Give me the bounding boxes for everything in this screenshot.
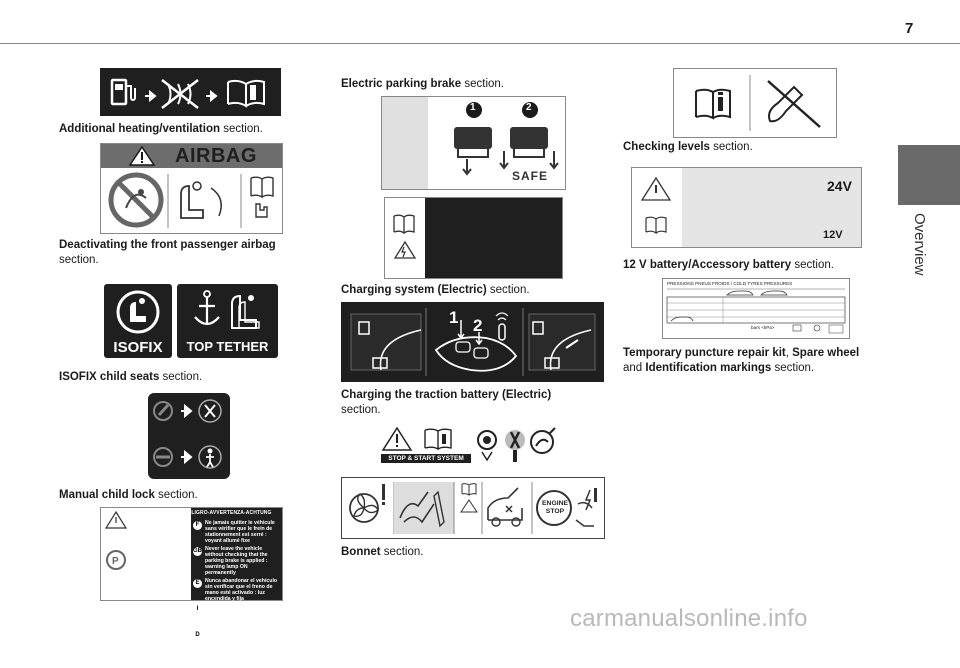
engine-stop-text: ENGINE STOP	[542, 500, 569, 515]
warning-line: I Prima di scendere dalla vettura verificare che il freno di stazionamento sia inserito : spia accesa fissa	[193, 604, 278, 628]
battery-caption: 12 V battery/Accessory battery section.	[623, 259, 834, 271]
warning-line: F Ne jamais quitter le véhicule sans vérifier que le frein de stationnement est serré : voyant allumé fixe	[193, 520, 278, 544]
parking-brake-icon	[103, 508, 129, 600]
top-tether-text: TOP TETHER	[186, 339, 269, 354]
levels-caption: Checking levels section.	[623, 141, 753, 153]
stop-start-icons	[381, 424, 564, 464]
anchor-seat-icon	[177, 284, 278, 336]
child-lock-label-image	[148, 393, 230, 479]
epb-step-2: 2	[526, 102, 532, 113]
traction-caption: Charging the traction battery (Electric) section.	[341, 389, 552, 416]
airbag-caption: Deactivating the front passenger airbag section.	[59, 239, 276, 266]
epb-label-image	[381, 96, 566, 190]
epb-step-1: 1	[470, 102, 476, 113]
traction-step-2: 2	[473, 316, 483, 335]
page-number: 7	[905, 20, 914, 37]
tyre-label-units: bars <kPa>	[751, 325, 775, 330]
tyre-label-header: PRESSIONS PNEUS FROIDS / COLD TYRES PRESSURES	[667, 281, 793, 286]
bonnet-label-image	[341, 477, 605, 539]
stop-start-text: STOP & START SYSTEM	[381, 454, 471, 463]
heating-label-image	[100, 68, 281, 116]
bonnet-caption: Bonnet section.	[341, 546, 424, 558]
section-tab-label: Overview	[911, 213, 928, 276]
warning-card-header: ATTENTION-WARNING-PELIGRO-AVVERTENZA-ACHTUNG	[127, 510, 272, 516]
fuel-heater-icon	[100, 68, 281, 116]
airbag-text: AIRBAG	[175, 145, 257, 167]
warning-line: D Fahrzeug nie verlassen, ohne vorher zu prüfen, ob die elektrische parkbremse angezogen ist: Die kontrolleuchte leuchtet dann permanent	[193, 630, 278, 666]
airbag-label-image	[100, 143, 283, 234]
battery-12v-text: 12V	[823, 229, 843, 241]
battery-label-image	[631, 167, 862, 248]
isofix-text: ISOFIX	[113, 339, 163, 356]
child-lock-icon	[148, 393, 230, 479]
svg-text:P: P	[112, 556, 119, 567]
child-lock-caption: Manual child lock section.	[59, 489, 198, 501]
isofix-label-image	[104, 284, 172, 358]
puncture-caption: Temporary puncture repair kit, Spare wheel and Identification markings section.	[623, 347, 860, 374]
epb-caption: Electric parking brake section.	[341, 78, 504, 90]
warning-line: GB Never leave the vehicle without checking that the parking brake is applied : warning lamp ON permanently	[193, 546, 268, 576]
traction-battery-label-image	[341, 302, 604, 382]
header-rule	[0, 43, 960, 44]
watermark-text: carmanualsonline.info	[570, 605, 808, 632]
section-tab-marker	[898, 145, 960, 205]
warning-triangle-icon	[127, 144, 157, 168]
isofix-seat-icon	[104, 284, 172, 336]
isofix-caption: ISOFIX child seats section.	[59, 371, 203, 383]
battery-24v-text: 24V	[827, 178, 852, 194]
heating-caption: Additional heating/ventilation section.	[59, 123, 263, 135]
levels-icons	[674, 69, 836, 137]
top-tether-label-image	[177, 284, 278, 358]
traction-step-1: 1	[449, 308, 459, 327]
levels-label-image	[673, 68, 837, 138]
charging-steps-icon	[341, 302, 604, 382]
tyre-pressure-label-image	[662, 278, 850, 339]
rear-facing-seat-prohibited-icon	[101, 168, 282, 232]
warning-line: E Nunca abandonar el vehículo sin verificar que el freno de mano esté activado : luz encendida y fija	[193, 578, 278, 602]
parking-warning-card	[100, 507, 283, 666]
safe-text: SAFE	[512, 169, 549, 183]
charging-caption: Charging system (Electric) section.	[341, 284, 530, 296]
charging-system-label-image	[384, 197, 563, 279]
